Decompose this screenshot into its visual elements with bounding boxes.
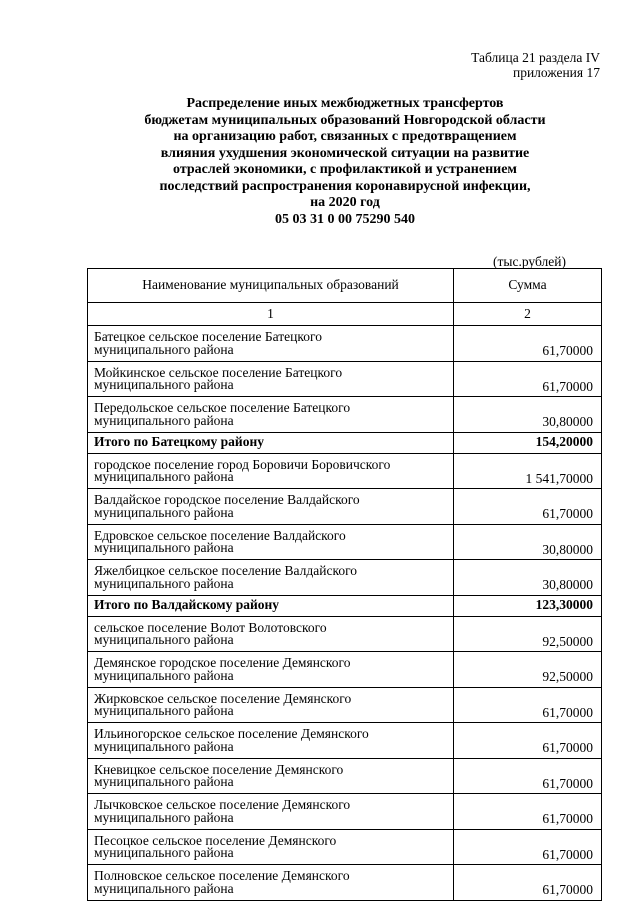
table-reference [471,50,600,80]
header-amount: Сумма [454,269,602,303]
municipality-name [88,794,454,830]
transfer-amount: 61,70000 [454,489,602,525]
transfer-amount: 92,50000 [454,652,602,688]
municipality-row [88,687,602,723]
municipality-name-line-1: Демянское городское поселение Демянского [94,655,351,671]
total-amount: 123,30000 [454,595,602,616]
transfer-amount: 61,70000 [454,865,602,901]
municipality-name [88,524,454,560]
municipality-name-line-1: Кневицкое сельское поселение Демянского [94,761,344,777]
municipality-name [88,652,454,688]
title-line: влияния ухудшения экономической ситуации на развитие [160,145,530,161]
table-header-row [88,269,602,303]
transfer-amount: 61,70000 [454,326,602,362]
document-title [110,96,580,228]
municipality-row [88,652,602,688]
total-amount: 154,20000 [454,432,602,453]
reference-line-1: Таблица 21 раздела IV [471,50,600,65]
transfer-amount: 61,70000 [454,829,602,865]
transfer-amount: 61,70000 [454,794,602,830]
municipality-row [88,361,602,397]
municipality-name-line-1: Полновское сельское поселение Демянского [94,868,350,884]
title-line: Распределение иных межбюджетных трансфертов [186,96,504,111]
transfer-amount: 61,70000 [454,361,602,397]
municipality-row [88,453,602,489]
municipality-name-line-1: городское поселение город Боровичи Боровичского [94,456,391,472]
transfer-amount: 30,80000 [454,560,602,596]
total-label: Итого по Батецкому району [88,432,454,453]
municipality-name-line-1: Едровское сельское поселение Валдайского [94,527,346,543]
municipality-name [88,758,454,794]
transfer-amount: 1 541,70000 [454,453,602,489]
municipality-row [88,829,602,865]
title-line: отраслей экономики, с профилактикой и устранением [173,162,517,177]
municipality-name-line-2: муниципального района [94,632,234,648]
municipality-row [88,616,602,652]
municipality-name [88,616,454,652]
municipality-name [88,453,454,489]
municipality-name [88,829,454,865]
municipality-name [88,560,454,596]
municipality-row [88,865,602,901]
municipality-name-line-2: муниципального района [94,341,234,357]
municipality-name-line-1: Батецкое сельское поселение Батецкого [94,329,322,345]
municipality-name-line-1: Жирковское сельское поселение Демянского [94,690,352,706]
transfer-amount: 30,80000 [454,524,602,560]
municipality-name-line-2: муниципального района [94,738,234,754]
transfer-amount: 61,70000 [454,758,602,794]
municipality-name-line-2: муниципального района [94,469,234,485]
municipality-name [88,397,454,433]
transfer-amount: 30,80000 [454,397,602,433]
municipality-name-line-1: Мойкинское сельское поселение Батецкого [94,364,343,380]
municipality-row [88,758,602,794]
municipality-name-line-1: Валдайское городское поселение Валдайского [94,492,360,508]
municipality-name [88,865,454,901]
district-total-row [88,595,602,616]
municipality-name-line-1: Песоцкое сельское поселение Демянского [94,832,337,848]
municipality-row [88,489,602,525]
municipality-name-line-1: Передольское сельское поселение Батецкого [94,400,351,416]
title-line: бюджетам муниципальных образований Новгородской области [144,112,546,128]
municipality-row [88,326,602,362]
transfer-amount: 92,50000 [454,616,602,652]
municipality-name-line-1: Яжелбицкое сельское поселение Валдайского [94,563,358,579]
municipality-row [88,397,602,433]
municipality-name [88,687,454,723]
municipality-row [88,524,602,560]
transfer-amount: 61,70000 [454,687,602,723]
municipality-name-line-2: муниципального района [94,774,234,790]
municipality-name-line-2: муниципального района [94,377,234,393]
title-line: последствий распространения коронавирусной инфекции, [159,178,531,194]
column-number-2: 2 [454,303,602,326]
district-total-row [88,432,602,453]
municipality-name-line-1: Лычковское сельское поселение Демянского [94,797,351,813]
title-line: на организацию работ, связанных с предотвращением [173,129,517,144]
municipality-name-line-2: муниципального района [94,845,234,861]
municipality-name [88,489,454,525]
distribution-table [87,268,602,901]
municipality-name-line-2: муниципального района [94,880,234,896]
header-name: Наименование муниципальных образований [88,269,454,303]
municipality-name-line-1: Ильиногорское сельское поселение Демянского [94,726,369,742]
transfer-amount: 61,70000 [454,723,602,759]
municipality-name-line-2: муниципального района [94,809,234,825]
municipality-name [88,326,454,362]
municipality-name-line-1: сельское поселение Волот Волотовского [94,619,327,635]
column-number-1: 1 [88,303,454,326]
municipality-name-line-2: муниципального района [94,412,234,428]
municipality-name [88,723,454,759]
title-line: на 2020 год [310,195,380,210]
municipality-name-line-2: муниципального района [94,540,234,556]
municipality-row [88,560,602,596]
column-number-row [88,303,602,326]
municipality-name-line-2: муниципального района [94,667,234,683]
municipality-name-line-2: муниципального района [94,575,234,591]
municipality-name [88,361,454,397]
unit-label: (тыс.рублей) [493,254,566,269]
reference-line-2: приложения 17 [512,65,600,80]
municipality-row [88,794,602,830]
municipality-name-line-2: муниципального района [94,504,234,520]
municipality-name-line-2: муниципального района [94,703,234,719]
municipality-row [88,723,602,759]
budget-code: 05 03 31 0 00 75290 540 [275,211,415,227]
total-label: Итого по Валдайскому району [88,595,454,616]
